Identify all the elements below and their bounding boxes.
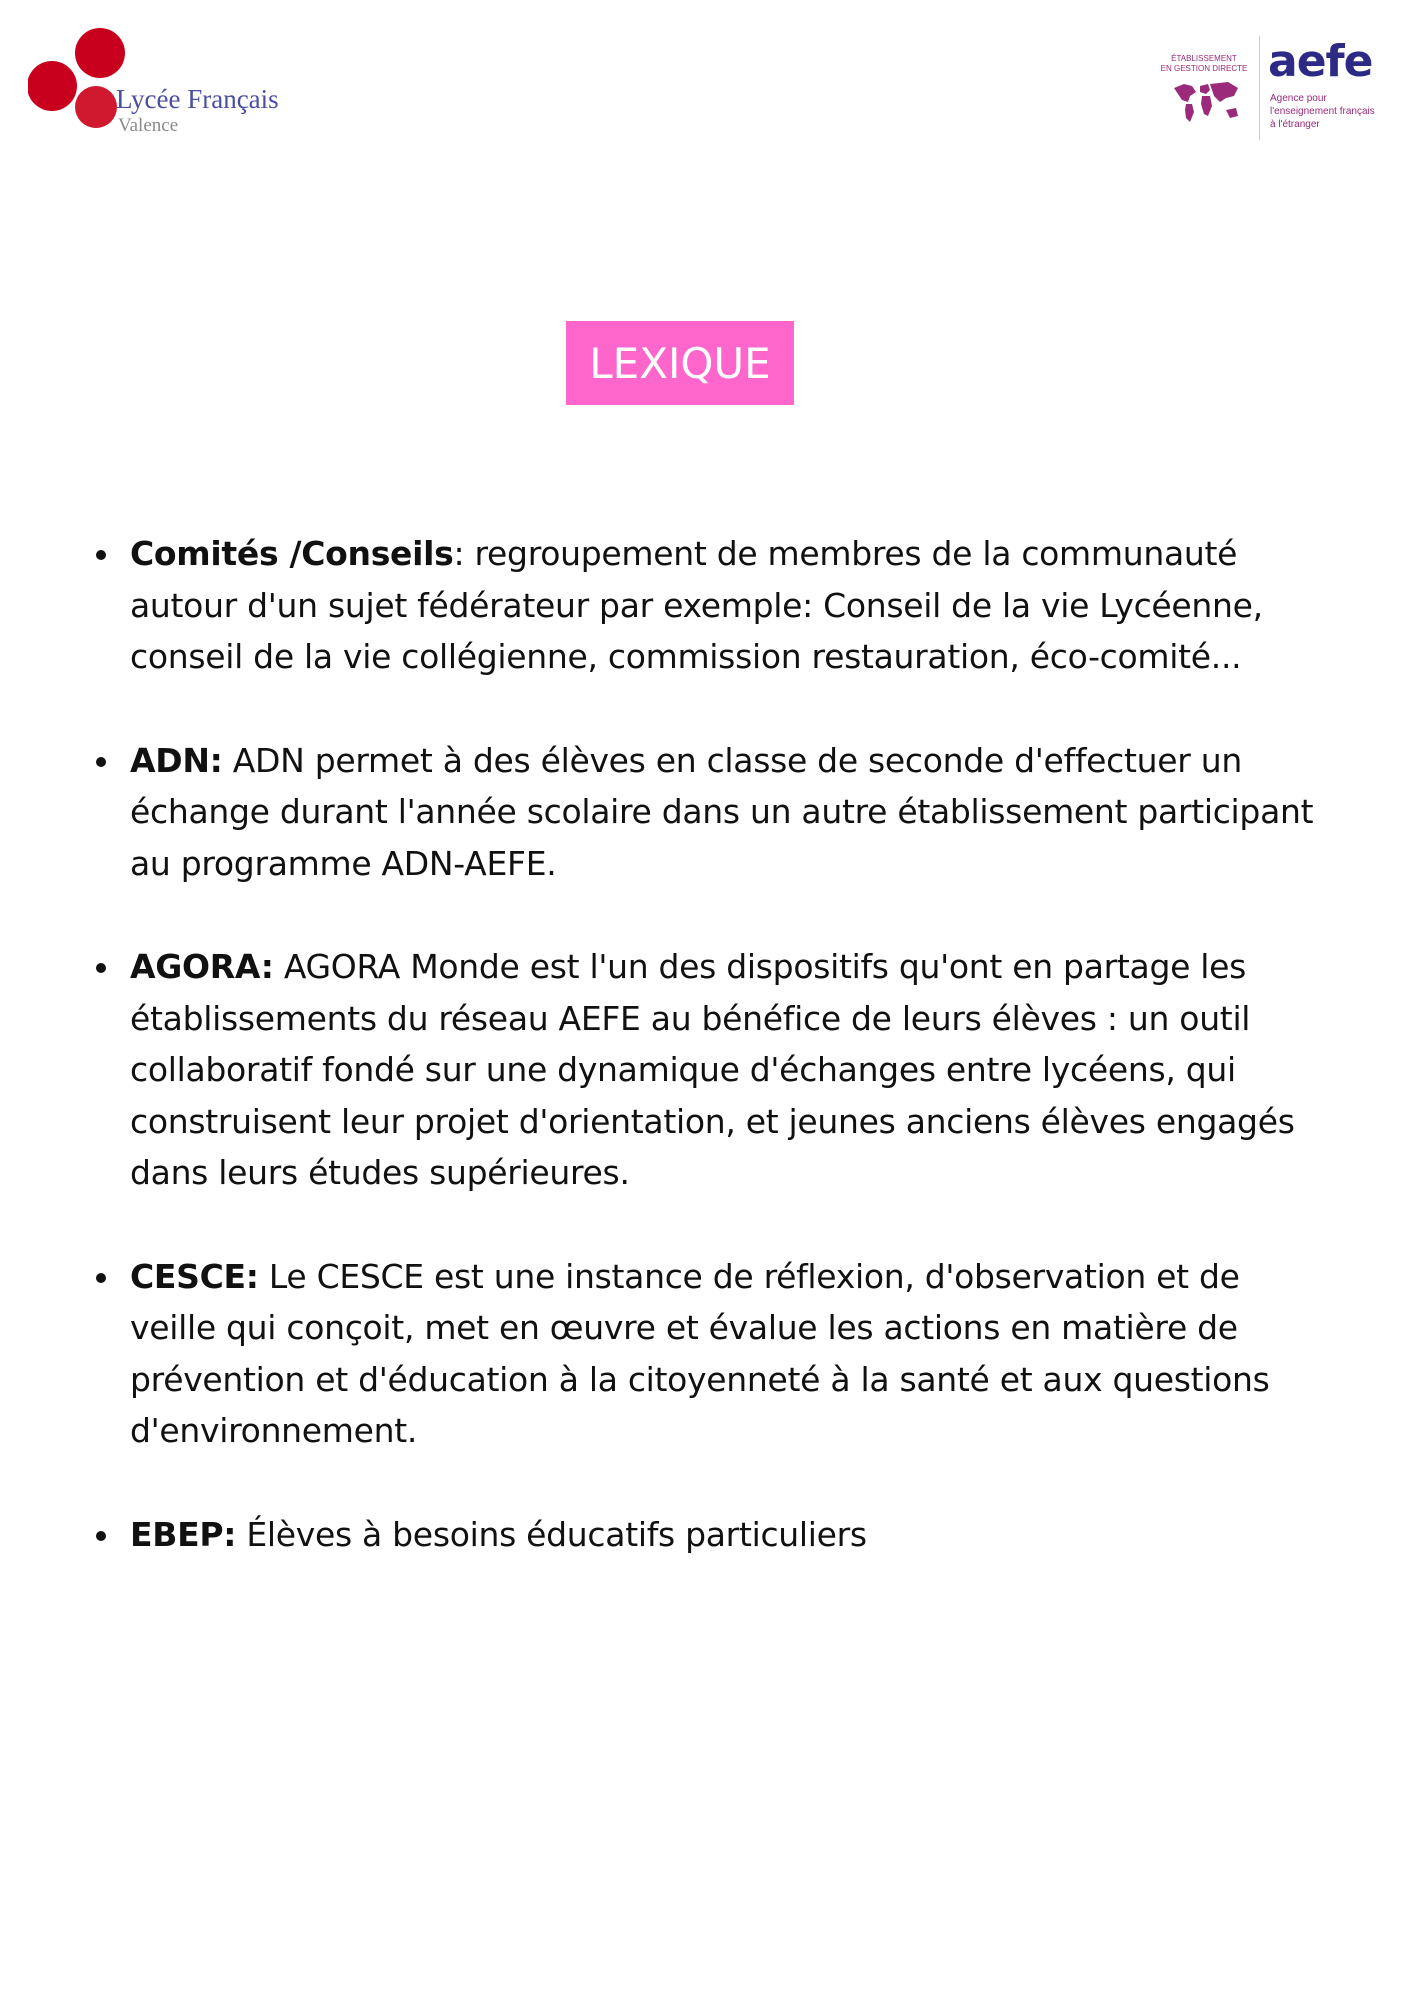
bullet-icon <box>96 757 106 767</box>
aefe-establishment-label: ÉTABLISSEMENT EN GESTION DIRECTE <box>1160 54 1248 73</box>
aefe-brand: aefe <box>1268 36 1373 87</box>
glossary-term: CESCE: <box>130 1256 259 1296</box>
page-title-box <box>566 321 794 405</box>
glossary-term: EBEP: <box>130 1514 237 1554</box>
glossary-list <box>96 528 1326 1612</box>
glossary-entry-adn <box>96 735 1326 890</box>
aefe-logo <box>1158 34 1388 144</box>
glossary-term: AGORA: <box>130 947 274 986</box>
glossary-term: Comités /Conseils <box>130 534 454 573</box>
bullet-icon <box>96 1273 106 1283</box>
school-city: Valence <box>118 115 179 136</box>
glossary-entry-ebep <box>96 1509 1326 1561</box>
bullet-icon <box>96 1531 106 1541</box>
logo-divider <box>1259 36 1260 140</box>
school-name: Lycée Français <box>116 84 279 114</box>
bullet-icon <box>96 963 106 973</box>
glossary-definition: Le CESCE est une instance de réflexion, d'observation et de veille qui conçoit, met en œuvre et évalue les actions en matière de prévention et d'éducation à la citoyenneté à la santé et aux questions d'environnement. <box>130 1256 1270 1450</box>
glossary-definition: : regroupement de membres de la communauté autour d'un sujet fédérateur par exemple: Conseil de la vie Lycéenne, conseil de la vie collégienne, commission restauration, éco-comité... <box>130 534 1263 676</box>
glossary-term: ADN: <box>130 740 223 780</box>
lycee-francais-logo <box>28 26 328 136</box>
glossary-definition: ADN permet à des élèves en classe de seconde d'effectuer un échange durant l'année scolaire dans un autre établissement participant au programme ADN-AEFE. <box>130 740 1314 883</box>
world-map-icon <box>1170 78 1242 128</box>
glossary-entry-comites <box>96 528 1326 683</box>
bullet-icon <box>96 550 106 560</box>
page-title: LEXIQUE <box>589 338 771 388</box>
glossary-entry-cesce <box>96 1251 1326 1457</box>
glossary-definition: AGORA Monde est l'un des dispositifs qu'ont en partage les établissements du réseau AEFE au bénéfice de leurs élèves : un outil collaboratif fondé sur une dynamique d'échanges entre lycéens, qui construisent leur projet d'orientation, et jeunes anciens élèves engagés dans leurs études supérieures. <box>130 947 1295 1192</box>
glossary-entry-agora <box>96 941 1326 1199</box>
aefe-tagline: Agence pour l'enseignement français à l'étranger <box>1270 93 1375 130</box>
glossary-definition: Élèves à besoins éducatifs particuliers <box>236 1514 867 1554</box>
